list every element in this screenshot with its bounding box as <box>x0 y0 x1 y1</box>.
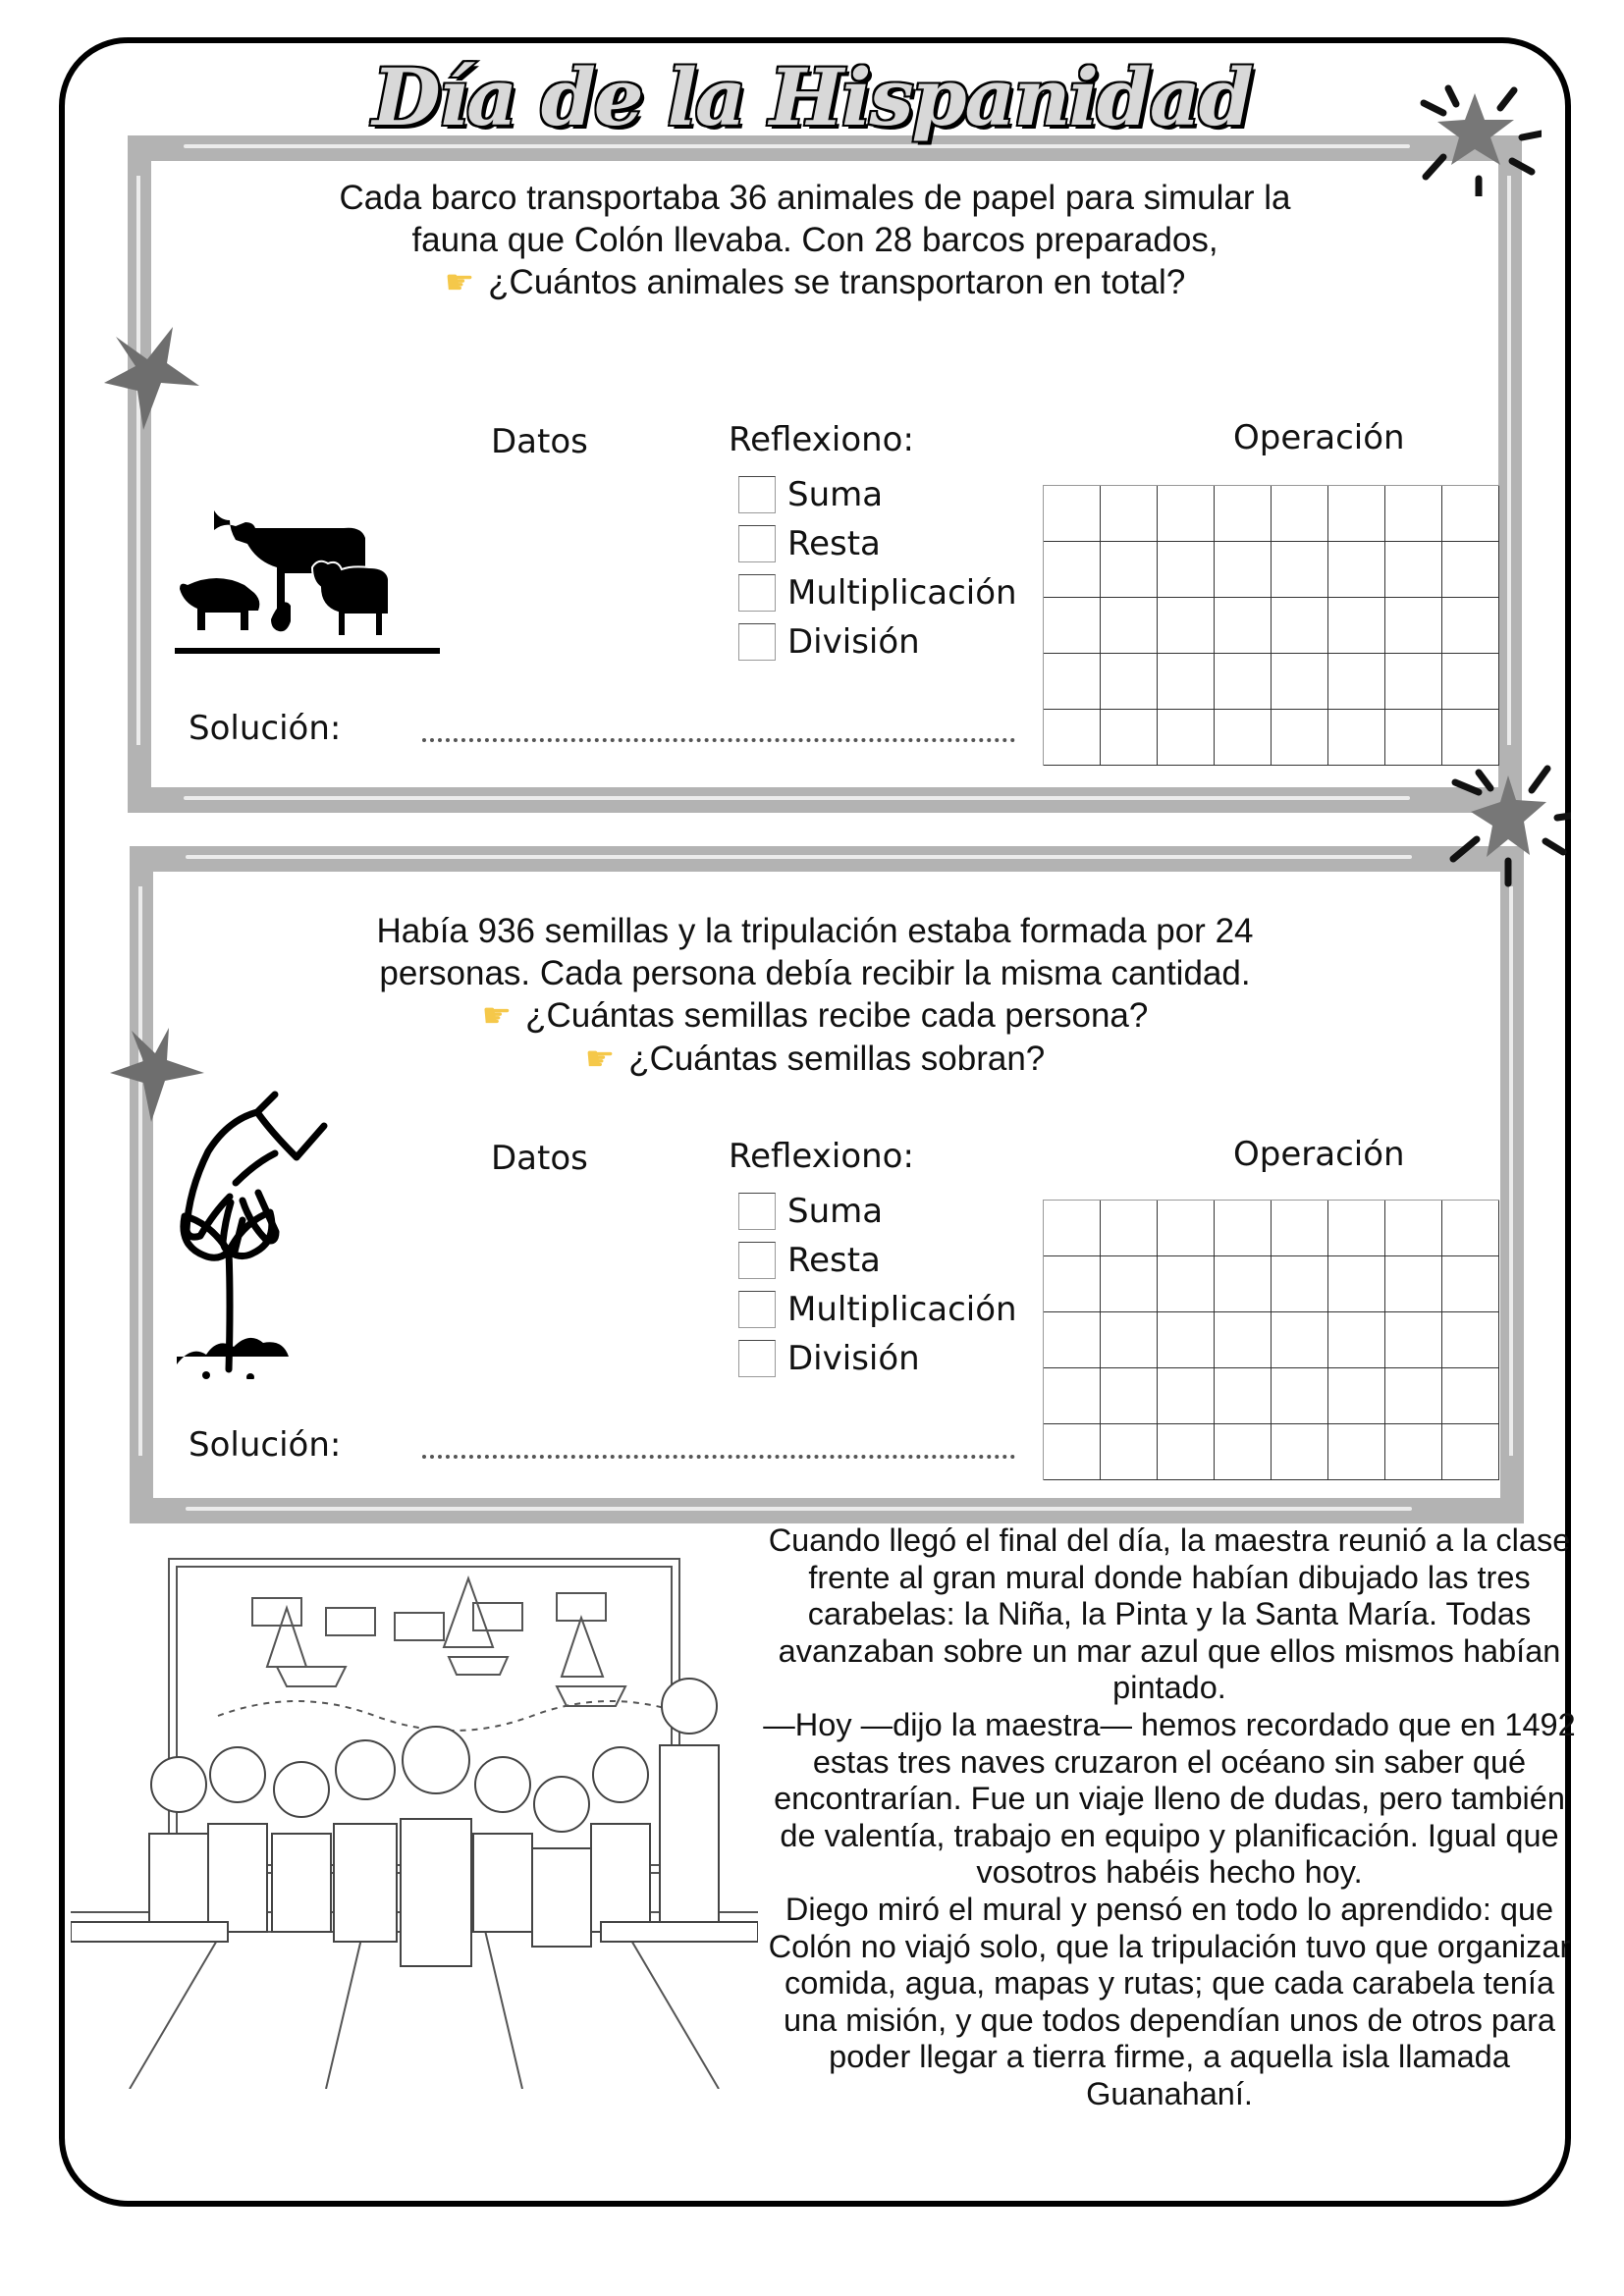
grid-cell[interactable] <box>1328 1312 1385 1368</box>
grid-cell[interactable] <box>1044 1201 1101 1256</box>
grid-cell[interactable] <box>1442 542 1499 598</box>
grid-cell[interactable] <box>1101 1424 1158 1480</box>
pointing-hand-icon: ☛ <box>481 997 513 1035</box>
grid-cell[interactable] <box>1385 1424 1442 1480</box>
grid-cell[interactable] <box>1158 1256 1215 1312</box>
grid-cell[interactable] <box>1442 1424 1499 1480</box>
frame-brush-left <box>130 846 153 1523</box>
solucion-label: Solución: <box>189 1425 342 1465</box>
grid-cell[interactable] <box>1158 710 1215 766</box>
grid-cell[interactable] <box>1272 1312 1328 1368</box>
grid-cell[interactable] <box>1442 1201 1499 1256</box>
checkbox[interactable] <box>738 1291 776 1328</box>
operacion-label: Operación <box>1233 1135 1405 1174</box>
grid-cell[interactable] <box>1385 1201 1442 1256</box>
grid-cell[interactable] <box>1272 486 1328 542</box>
grid-cell[interactable] <box>1328 1368 1385 1424</box>
checkbox[interactable] <box>738 476 776 513</box>
grid-cell[interactable] <box>1158 486 1215 542</box>
grid-cell[interactable] <box>1158 598 1215 654</box>
grid-cell[interactable] <box>1385 654 1442 710</box>
grid-cell[interactable] <box>1101 598 1158 654</box>
classroom-mural-image <box>71 1539 758 2089</box>
grid-cell[interactable] <box>1442 1312 1499 1368</box>
grid-cell[interactable] <box>1328 654 1385 710</box>
grid-cell[interactable] <box>1442 598 1499 654</box>
checkbox[interactable] <box>738 525 776 562</box>
option-multiplicacion[interactable] <box>738 573 1017 613</box>
grid-cell[interactable] <box>1044 542 1101 598</box>
statement-line: Había 936 semillas y la tripulación estaba formada por 24 <box>376 912 1254 950</box>
grid-cell[interactable] <box>1101 1201 1158 1256</box>
statement-line: fauna que Colón llevaba. Con 28 barcos preparados, <box>411 221 1218 259</box>
grid-cell[interactable] <box>1385 598 1442 654</box>
grid-cell[interactable] <box>1272 1368 1328 1424</box>
grid-cell[interactable] <box>1215 1368 1272 1424</box>
story-paragraph: —Hoy —dijo la maestra— hemos recordado que en 1492 estas tres naves cruzaron el océano sin saber qué encontrarían. Fue un viaje lleno de dudas, pero también de valentía, trabajo en equipo y planificación. Igual que vosotros habéis hecho hoy. <box>763 1706 1576 1891</box>
option-label: Suma <box>787 475 884 514</box>
grid-cell[interactable] <box>1385 1256 1442 1312</box>
question-text: ¿Cuántas semillas recibe cada persona? <box>525 996 1149 1035</box>
grid-cell[interactable] <box>1215 598 1272 654</box>
grid-cell[interactable] <box>1101 1312 1158 1368</box>
grid-cell[interactable] <box>1044 486 1101 542</box>
problem-1-statement <box>177 177 1453 304</box>
grid-cell[interactable] <box>1385 710 1442 766</box>
grid-cell[interactable] <box>1044 1312 1101 1368</box>
frame-brush-top <box>130 846 1524 872</box>
grid-cell[interactable] <box>1215 542 1272 598</box>
page-title: Día de la Hispanidad <box>372 51 1252 143</box>
grid-cell[interactable] <box>1044 1256 1101 1312</box>
statement-line: personas. Cada persona debía recibir la misma cantidad. <box>379 954 1251 992</box>
grid-cell[interactable] <box>1442 486 1499 542</box>
grid-cell[interactable] <box>1158 1201 1215 1256</box>
grid-cell[interactable] <box>1215 710 1272 766</box>
option-label: Multiplicación <box>787 573 1017 613</box>
grid-cell[interactable] <box>1328 1424 1385 1480</box>
option-label: Resta <box>787 524 881 563</box>
grid-cell[interactable] <box>1101 486 1158 542</box>
grid-cell[interactable] <box>1272 1256 1328 1312</box>
option-label: División <box>787 622 920 662</box>
grid-cell[interactable] <box>1044 598 1101 654</box>
grid-cell[interactable] <box>1272 1201 1328 1256</box>
question-text: ¿Cuántos animales se transportaron en total? <box>488 263 1186 301</box>
solution-answer-line[interactable] <box>422 1455 1015 1459</box>
grid-cell[interactable] <box>1044 710 1101 766</box>
grid-cell[interactable] <box>1442 710 1499 766</box>
grid-cell[interactable] <box>1385 1312 1442 1368</box>
grid-cell[interactable] <box>1272 654 1328 710</box>
grid-cell[interactable] <box>1328 710 1385 766</box>
option-label: Suma <box>787 1192 884 1231</box>
story-text <box>758 1522 1581 2113</box>
question-line <box>177 994 1453 1038</box>
grid-cell[interactable] <box>1215 1256 1272 1312</box>
checkbox[interactable] <box>738 1242 776 1279</box>
grid-cell[interactable] <box>1158 1424 1215 1480</box>
story-paragraph: Cuando llegó el final del día, la maestra reunió a la clase frente al gran mural donde habían dibujado las tres carabelas: la Niña, la Pinta y la Santa María. Todas avanzaban sobre un mar azul que ellos mismos habían pintado. <box>768 1522 1571 1706</box>
grid-cell[interactable] <box>1385 542 1442 598</box>
grid-cell[interactable] <box>1044 654 1101 710</box>
grid-cell[interactable] <box>1272 710 1328 766</box>
option-suma[interactable] <box>738 1192 883 1231</box>
grid-cell[interactable] <box>1215 654 1272 710</box>
option-resta[interactable] <box>738 524 881 563</box>
frame-brush-left <box>128 135 151 813</box>
grid-cell[interactable] <box>1442 1368 1499 1424</box>
hand-planting-seed-icon <box>172 1085 398 1379</box>
reflexiono-label: Reflexiono: <box>729 1137 914 1176</box>
datos-label: Datos <box>491 1139 588 1178</box>
grid-cell[interactable] <box>1328 542 1385 598</box>
grid-cell[interactable] <box>1272 598 1328 654</box>
frame-brush-bottom <box>128 787 1522 813</box>
grid-cell[interactable] <box>1101 710 1158 766</box>
grid-cell[interactable] <box>1101 542 1158 598</box>
grid-cell[interactable] <box>1044 1424 1101 1480</box>
option-division[interactable] <box>738 622 920 662</box>
grid-cell[interactable] <box>1328 598 1385 654</box>
checkbox[interactable] <box>738 1340 776 1377</box>
question-text: ¿Cuántas semillas sobran? <box>628 1040 1046 1078</box>
operacion-label: Operación <box>1233 418 1405 457</box>
grid-cell[interactable] <box>1044 1368 1101 1424</box>
grid-cell[interactable] <box>1158 1368 1215 1424</box>
grid-cell[interactable] <box>1272 1424 1328 1480</box>
grid-cell[interactable] <box>1158 654 1215 710</box>
grid-cell[interactable] <box>1101 1368 1158 1424</box>
grid-cell[interactable] <box>1215 1312 1272 1368</box>
operation-grid[interactable] <box>1043 485 1499 766</box>
grid-cell[interactable] <box>1101 654 1158 710</box>
story-paragraph: Diego miró el mural y pensó en todo lo aprendido: que Colón no viajó solo, que la tripulación tuvo que organizar comida, agua, mapas y rutas; que cada carabela tenía una misión, y que todos dependían unos de otros para poder llegar a tierra firme, a aquella isla llamada Guanahaní. <box>768 1891 1571 2111</box>
grid-cell[interactable] <box>1158 1312 1215 1368</box>
grid-cell[interactable] <box>1385 1368 1442 1424</box>
frame-brush-right <box>1498 135 1522 813</box>
sparkle-star-icon <box>1414 761 1571 888</box>
grid-cell[interactable] <box>1158 542 1215 598</box>
problem-2-statement <box>177 910 1453 1081</box>
grid-cell[interactable] <box>1328 486 1385 542</box>
reflexiono-label: Reflexiono: <box>729 420 914 459</box>
frame-brush-right <box>1500 846 1524 1523</box>
frame-brush-bottom <box>130 1498 1524 1523</box>
checkbox[interactable] <box>738 1193 776 1230</box>
option-label: Multiplicación <box>787 1290 1017 1329</box>
question-line <box>177 1038 1453 1081</box>
operation-grid[interactable] <box>1043 1200 1499 1480</box>
statement-line: Cada barco transportaba 36 animales de papel para simular la <box>339 179 1291 217</box>
grid-cell[interactable] <box>1215 1201 1272 1256</box>
option-multiplicacion[interactable] <box>738 1290 1017 1329</box>
grid-cell[interactable] <box>1215 1424 1272 1480</box>
option-label: Resta <box>787 1241 881 1280</box>
star-icon <box>96 322 204 430</box>
grid-cell[interactable] <box>1385 486 1442 542</box>
classroom-illustration <box>71 1539 758 2089</box>
question-line <box>177 261 1453 304</box>
grid-cell[interactable] <box>1328 1256 1385 1312</box>
pointing-hand-icon: ☛ <box>444 264 475 301</box>
option-label: División <box>787 1339 920 1378</box>
grid-cell[interactable] <box>1328 1201 1385 1256</box>
solution-answer-line[interactable] <box>422 738 1015 742</box>
grid-cell[interactable] <box>1101 1256 1158 1312</box>
grid-cell[interactable] <box>1442 654 1499 710</box>
option-suma[interactable] <box>738 475 883 514</box>
grid-cell[interactable] <box>1215 486 1272 542</box>
datos-label: Datos <box>491 422 588 461</box>
option-division[interactable] <box>738 1339 920 1378</box>
checkbox[interactable] <box>738 623 776 661</box>
checkbox[interactable] <box>738 574 776 612</box>
pointing-hand-icon: ☛ <box>584 1041 616 1078</box>
option-resta[interactable] <box>738 1241 881 1280</box>
farm-animals-icon <box>175 510 440 663</box>
grid-cell[interactable] <box>1442 1256 1499 1312</box>
solucion-label: Solución: <box>189 709 342 748</box>
grid-cell[interactable] <box>1272 542 1328 598</box>
